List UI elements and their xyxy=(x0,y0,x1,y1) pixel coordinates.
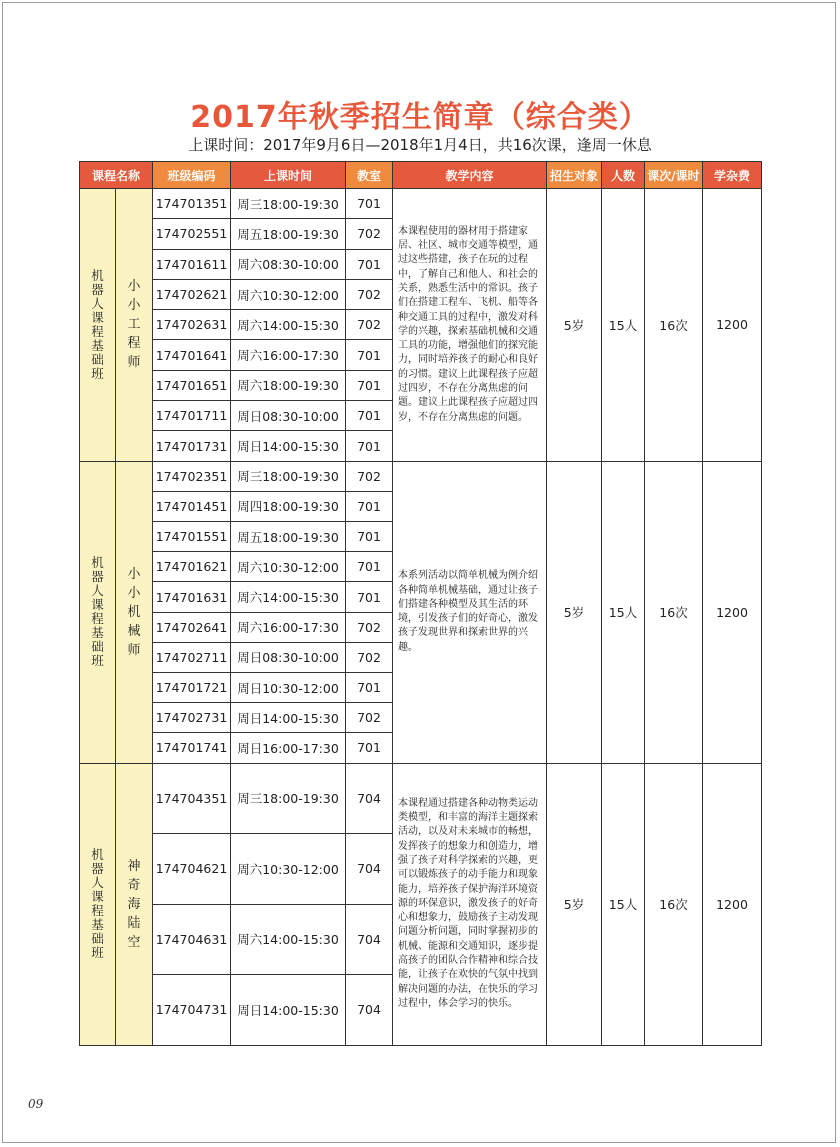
target-cell: 5岁 xyxy=(547,461,602,763)
class-time-cell: 周六08:30-10:00 xyxy=(231,249,346,279)
classroom-cell: 702 xyxy=(346,310,393,340)
subcategory-cell xyxy=(116,461,153,763)
fee-cell: 1200 xyxy=(703,461,762,763)
class-time-cell: 周日14:00-15:30 xyxy=(231,975,346,1046)
classroom-cell: 701 xyxy=(346,249,393,279)
class-time-cell: 周六10:30-12:00 xyxy=(231,834,346,905)
subcategory-cell xyxy=(116,189,153,462)
class-code-cell: 174702621 xyxy=(153,279,231,309)
class-time-cell: 周六16:00-17:30 xyxy=(231,612,346,642)
classroom-cell: 704 xyxy=(346,834,393,905)
classroom-cell: 701 xyxy=(346,340,393,370)
page-title: 2017年秋季招生简章（综合类） xyxy=(190,100,650,135)
classroom-cell: 701 xyxy=(346,733,393,763)
count-cell: 15人 xyxy=(602,189,645,462)
class-time-cell: 周日08:30-10:00 xyxy=(231,642,346,672)
class-time-cell: 周六10:30-12:00 xyxy=(231,552,346,582)
classroom-cell: 704 xyxy=(346,904,393,975)
page-number: 09 xyxy=(28,1097,44,1111)
class-code-cell: 174701741 xyxy=(153,733,231,763)
subcategory-cell xyxy=(116,763,153,1045)
table-row xyxy=(80,461,762,491)
fee-cell: 1200 xyxy=(703,189,762,462)
class-code-cell: 174702551 xyxy=(153,219,231,249)
class-code-cell: 174701651 xyxy=(153,370,231,400)
class-code-cell: 174704351 xyxy=(153,763,231,834)
header-content: 教学内容 xyxy=(393,162,547,189)
category-cell xyxy=(80,189,116,462)
category-label: 机器人课程基础班 xyxy=(91,555,104,669)
target-cell: 5岁 xyxy=(547,763,602,1045)
header-count: 人数 xyxy=(602,162,645,189)
category-label: 机器人课程基础班 xyxy=(91,267,104,381)
classroom-cell: 701 xyxy=(346,189,393,219)
table-body xyxy=(80,189,762,1046)
class-time-cell: 周日14:00-15:30 xyxy=(231,431,346,461)
header-sessions: 课次/课时 xyxy=(645,162,703,189)
count-cell: 15人 xyxy=(602,763,645,1045)
class-time-cell: 周六14:00-15:30 xyxy=(231,310,346,340)
classroom-cell: 701 xyxy=(346,552,393,582)
classroom-cell: 702 xyxy=(346,703,393,733)
fee-cell: 1200 xyxy=(703,763,762,1045)
classroom-cell: 701 xyxy=(346,491,393,521)
page-subtitle: 上课时间：2017年9月6日—2018年1月4日，共16次课，逢周一休息 xyxy=(188,136,652,154)
classroom-cell: 701 xyxy=(346,370,393,400)
sessions-cell: 16次 xyxy=(645,189,703,462)
classroom-cell: 701 xyxy=(346,582,393,612)
class-code-cell: 174702631 xyxy=(153,310,231,340)
subcategory-label: 小小工程师 xyxy=(127,279,141,371)
class-time-cell: 周日16:00-17:30 xyxy=(231,733,346,763)
sessions-cell: 16次 xyxy=(645,763,703,1045)
classroom-cell: 702 xyxy=(346,461,393,491)
class-code-cell: 174701351 xyxy=(153,189,231,219)
class-time-cell: 周六14:00-15:30 xyxy=(231,904,346,975)
category-cell xyxy=(80,763,116,1045)
classroom-cell: 702 xyxy=(346,279,393,309)
class-time-cell: 周五18:00-19:30 xyxy=(231,219,346,249)
table-row xyxy=(80,763,762,834)
header-class-time: 上课时间 xyxy=(231,162,346,189)
classroom-cell: 704 xyxy=(346,763,393,834)
subcategory-label: 小小机械师 xyxy=(127,566,141,658)
class-code-cell: 174702731 xyxy=(153,703,231,733)
class-time-cell: 周六14:00-15:30 xyxy=(231,582,346,612)
class-time-cell: 周四18:00-19:30 xyxy=(231,491,346,521)
classroom-cell: 702 xyxy=(346,612,393,642)
header-target: 招生对象 xyxy=(547,162,602,189)
class-time-cell: 周六10:30-12:00 xyxy=(231,279,346,309)
class-time-cell: 周六18:00-19:30 xyxy=(231,370,346,400)
class-code-cell: 174701451 xyxy=(153,491,231,521)
table-row xyxy=(80,189,762,219)
class-code-cell: 174701711 xyxy=(153,401,231,431)
class-code-cell: 174701611 xyxy=(153,249,231,279)
classroom-cell: 702 xyxy=(346,219,393,249)
category-cell xyxy=(80,461,116,763)
class-time-cell: 周六16:00-17:30 xyxy=(231,340,346,370)
class-code-cell: 174701641 xyxy=(153,340,231,370)
classroom-cell: 704 xyxy=(346,975,393,1046)
class-time-cell: 周日08:30-10:00 xyxy=(231,401,346,431)
subcategory-label: 神奇海陆空 xyxy=(127,858,141,950)
class-code-cell: 174704631 xyxy=(153,904,231,975)
category-label: 机器人课程基础班 xyxy=(91,847,104,961)
class-code-cell: 174701731 xyxy=(153,431,231,461)
content-cell: 本课程使用的器材用于搭建家居、社区、城市交通等模型，通过这些搭建，孩子在玩的过程中，了解自己和他人、和社会的关系，熟悉生活中的常识。孩子们在搭建工程车、飞机、船等各种交通工具的过程中，激发对科学的兴趣，探索基础机械和交通工具的功能，增强他们的探究能力，同时培养孩子的耐心和良好的习惯。建议上此课程孩子应超过四岁，不存在分离焦虑的问题。建议上此课程孩子应超过四岁，不存在分离焦虑的问题。 xyxy=(393,189,547,462)
classroom-cell: 701 xyxy=(346,431,393,461)
class-time-cell: 周三18:00-19:30 xyxy=(231,763,346,834)
header-course-name: 课程名称 xyxy=(80,162,153,189)
class-time-cell: 周日10:30-12:00 xyxy=(231,672,346,702)
classroom-cell: 701 xyxy=(346,401,393,431)
classroom-cell: 701 xyxy=(346,522,393,552)
class-code-cell: 174701551 xyxy=(153,522,231,552)
content-cell: 本课程通过搭建各种动物类运动类模型，和丰富的海洋主题探索活动，以及对未来城市的畅想，发挥孩子的想象力和创造力，增强了孩子对科学探索的兴趣，更可以锻炼孩子的动手能力和现象能力，培养孩子保护海洋环境资源的环保意识，激发孩子的好奇心和想象力，鼓励孩子主动发现问题分析问题，同时掌握初步的机械、能源和交通知识，逐步提高孩子的团队合作精神和综合技能，让孩子在欢快的气氛中找到解决问题的办法，在快乐的学习过程中，体会学习的快乐。 xyxy=(393,763,547,1045)
header-fee: 学杂费 xyxy=(703,162,762,189)
course-table xyxy=(79,161,762,1046)
class-code-cell: 174702351 xyxy=(153,461,231,491)
class-time-cell: 周三18:00-19:30 xyxy=(231,461,346,491)
class-code-cell: 174702711 xyxy=(153,642,231,672)
sessions-cell: 16次 xyxy=(645,461,703,763)
class-code-cell: 174702641 xyxy=(153,612,231,642)
header-classroom: 教室 xyxy=(346,162,393,189)
class-time-cell: 周日14:00-15:30 xyxy=(231,703,346,733)
header-class-code: 班级编码 xyxy=(153,162,231,189)
count-cell: 15人 xyxy=(602,461,645,763)
class-time-cell: 周三18:00-19:30 xyxy=(231,189,346,219)
classroom-cell: 702 xyxy=(346,642,393,672)
class-code-cell: 174701621 xyxy=(153,552,231,582)
class-code-cell: 174704621 xyxy=(153,834,231,905)
target-cell: 5岁 xyxy=(547,189,602,462)
class-code-cell: 174701631 xyxy=(153,582,231,612)
class-code-cell: 174701721 xyxy=(153,672,231,702)
class-code-cell: 174704731 xyxy=(153,975,231,1046)
classroom-cell: 701 xyxy=(346,672,393,702)
class-time-cell: 周五18:00-19:30 xyxy=(231,522,346,552)
header-row xyxy=(80,162,762,189)
content-cell: 本系列活动以简单机械为例介绍各种简单机械基础，通过让孩子们搭建各种模型及其生活的环境，引发孩子们的好奇心，激发孩子发现世界和探索世界的兴趣。 xyxy=(393,461,547,763)
